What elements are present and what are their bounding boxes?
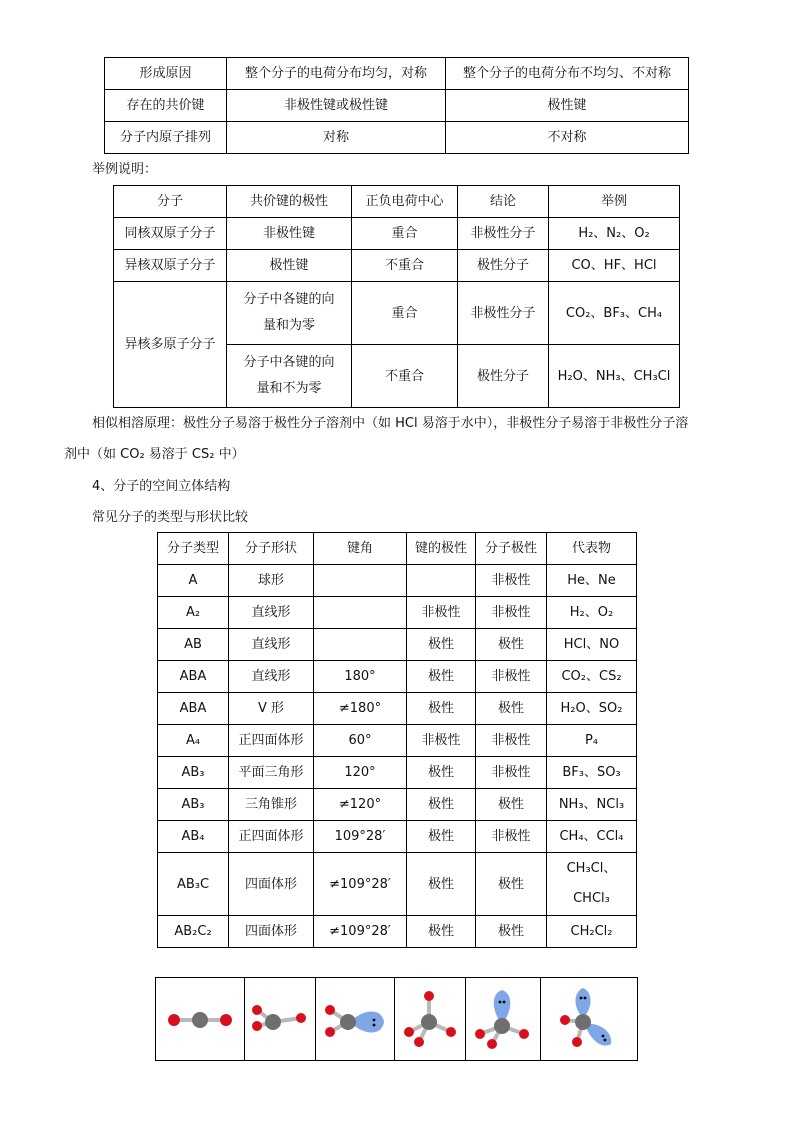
- table-cell: 正四面体形: [229, 821, 314, 853]
- table-cell: [227, 282, 352, 345]
- cell-line: 分子中各键的向: [243, 292, 335, 307]
- table-row: [158, 693, 637, 725]
- table-cell: 极性: [476, 916, 547, 948]
- table-cell: A: [158, 565, 229, 597]
- table-cell: CO₂、BF₃、CH₄: [549, 282, 680, 345]
- tetrahedral-model-icon: [395, 978, 465, 1060]
- table-cell: 同核双原子分子: [114, 218, 227, 250]
- table-cell: CO₂、CS₂: [547, 661, 637, 693]
- table-row: [158, 916, 637, 948]
- table-cell: He、Ne: [547, 565, 637, 597]
- table-cell: ABA: [158, 693, 229, 725]
- model-cell: [245, 978, 316, 1061]
- table-cell: 存在的共价键: [105, 90, 227, 122]
- table-cell: H₂O、SO₂: [547, 693, 637, 725]
- table-row: [158, 661, 637, 693]
- table-cell: CO、HF、HCl: [549, 250, 680, 282]
- table-cell: 直线形: [229, 597, 314, 629]
- table-cell: 整个分子的电荷分布均匀，对称: [227, 58, 446, 90]
- table-cell: 对称: [227, 122, 446, 154]
- header-cell: 结论: [458, 186, 549, 218]
- table-cell: 极性分子: [458, 250, 549, 282]
- table-cell: 极性: [476, 693, 547, 725]
- table-row: [156, 978, 638, 1061]
- table-row: [105, 58, 689, 90]
- table-cell: 形成原因: [105, 58, 227, 90]
- table-cell: 平面三角形: [229, 757, 314, 789]
- bent-model-icon: [245, 978, 315, 1060]
- table-cell: 60°: [314, 725, 407, 757]
- header-cell: 键的极性: [407, 533, 476, 565]
- table-cell: 分子内原子排列: [105, 122, 227, 154]
- table-cell: P₄: [547, 725, 637, 757]
- table-cell: 非极性: [407, 597, 476, 629]
- table-cell: ≠109°28′: [314, 853, 407, 916]
- table-cell: 极性: [476, 853, 547, 916]
- table-cell: 极性: [407, 661, 476, 693]
- header-cell: 举例: [549, 186, 680, 218]
- table-cell: ≠180°: [314, 693, 407, 725]
- table-cell: HCl、NO: [547, 629, 637, 661]
- table-cell: 正四面体形: [229, 725, 314, 757]
- table-cell: A₂: [158, 597, 229, 629]
- table-cell: CH₂Cl₂: [547, 916, 637, 948]
- table-header-row: [114, 186, 680, 218]
- table-cell: 四面体形: [229, 853, 314, 916]
- table-cell: 不对称: [446, 122, 689, 154]
- table-cell: CH₄、CCl₄: [547, 821, 637, 853]
- table-cell: 非极性分子: [458, 218, 549, 250]
- table-cell: 非极性键: [227, 218, 352, 250]
- table-cell: [407, 565, 476, 597]
- header-cell: 分子极性: [476, 533, 547, 565]
- table-cell: 不重合: [352, 250, 458, 282]
- tetrahedral-one-lonepair-model-icon: [466, 978, 540, 1060]
- table-cell: 非极性: [476, 725, 547, 757]
- cell-line: 量和为零: [262, 318, 315, 333]
- similar-principle-line1: 相似相溶原理：极性分子易溶于极性分子溶剂中（如 HCl 易溶于水中），非极性分子易溶于非极性分子溶: [92, 416, 689, 431]
- table-cell: 极性: [407, 693, 476, 725]
- table-cell: 极性: [407, 916, 476, 948]
- table-cell: [314, 629, 407, 661]
- table-cell: ≠109°28′: [314, 916, 407, 948]
- model-cell: [156, 978, 245, 1061]
- table-cell: 109°28′: [314, 821, 407, 853]
- model-cell: [466, 978, 541, 1061]
- table-cell: BF₃、SO₃: [547, 757, 637, 789]
- model-cell: [316, 978, 395, 1061]
- table-cell: AB: [158, 629, 229, 661]
- table-row: [158, 757, 637, 789]
- table-cell: 极性: [407, 629, 476, 661]
- section4-title: 4、分子的空间立体结构: [92, 479, 231, 494]
- table-cell: 异核双原子分子: [114, 250, 227, 282]
- table-cell: [227, 345, 352, 408]
- table-cell: 直线形: [229, 629, 314, 661]
- table-cell: AB₂C₂: [158, 916, 229, 948]
- polarity-cause-table: [104, 57, 689, 154]
- molecule-shape-table: [157, 532, 637, 948]
- table-row: [158, 565, 637, 597]
- table-row: [105, 90, 689, 122]
- table-cell: 重合: [352, 282, 458, 345]
- header-cell: 键角: [314, 533, 407, 565]
- model-cell: [395, 978, 466, 1061]
- cell-line: 量和不为零: [256, 381, 322, 396]
- header-cell: 分子: [114, 186, 227, 218]
- table-cell: 极性: [476, 629, 547, 661]
- table-row: [114, 250, 680, 282]
- table-cell: 整个分子的电荷分布不均匀、不对称: [446, 58, 689, 90]
- table-cell: H₂、O₂: [547, 597, 637, 629]
- linear-model-icon: [156, 978, 244, 1060]
- cell-line: CHCl₃: [573, 891, 610, 906]
- table-cell: 极性: [407, 789, 476, 821]
- table-cell: 极性键: [446, 90, 689, 122]
- table-cell: ≠120°: [314, 789, 407, 821]
- table-cell: [314, 597, 407, 629]
- example-heading: 举例说明：: [92, 162, 158, 177]
- table-cell: 非极性: [407, 725, 476, 757]
- table-cell: 非极性: [476, 821, 547, 853]
- table-cell: 极性: [407, 757, 476, 789]
- table-cell: A₄: [158, 725, 229, 757]
- table-cell: [314, 565, 407, 597]
- table-cell: AB₄: [158, 821, 229, 853]
- table-row: [114, 218, 680, 250]
- table-cell: 重合: [352, 218, 458, 250]
- header-cell: 分子类型: [158, 533, 229, 565]
- trigonal-lonepair-model-icon: [316, 978, 394, 1060]
- table-cell: 非极性: [476, 757, 547, 789]
- table-cell: H₂、N₂、O₂: [549, 218, 680, 250]
- table-cell: 非极性: [476, 565, 547, 597]
- table-cell: 非极性键或极性键: [227, 90, 446, 122]
- table-cell: 极性键: [227, 250, 352, 282]
- table-cell: 极性: [407, 821, 476, 853]
- table-cell: H₂O、NH₃、CH₃Cl: [549, 345, 680, 408]
- table-cell: [547, 853, 637, 916]
- table-cell: NH₃、NCl₃: [547, 789, 637, 821]
- table-cell: 120°: [314, 757, 407, 789]
- molecule-polarity-table: [113, 185, 680, 408]
- table-cell: 异核多原子分子: [114, 282, 227, 408]
- table-row: [158, 629, 637, 661]
- tetrahedral-two-lonepair-model-icon: [541, 978, 635, 1060]
- table-cell: 极性: [476, 789, 547, 821]
- table-cell: 180°: [314, 661, 407, 693]
- table-cell: 极性分子: [458, 345, 549, 408]
- header-cell: 正负电荷中心: [352, 186, 458, 218]
- table-cell: V 形: [229, 693, 314, 725]
- table-cell: 直线形: [229, 661, 314, 693]
- table-cell: 非极性: [476, 661, 547, 693]
- model-cell: [541, 978, 638, 1061]
- table-row: [158, 597, 637, 629]
- table-cell: 非极性: [476, 597, 547, 629]
- table-cell: ABA: [158, 661, 229, 693]
- table-row: [105, 122, 689, 154]
- table-row: [114, 282, 680, 345]
- header-cell: 代表物: [547, 533, 637, 565]
- table-row: [158, 853, 637, 916]
- header-cell: 共价键的极性: [227, 186, 352, 218]
- header-cell: 分子形状: [229, 533, 314, 565]
- table-cell: 非极性分子: [458, 282, 549, 345]
- cell-line: CH₃Cl、: [566, 861, 617, 876]
- table-cell: 不重合: [352, 345, 458, 408]
- table-row: [158, 789, 637, 821]
- table-cell: AB₃C: [158, 853, 229, 916]
- molecule-models-table: [155, 977, 638, 1061]
- table-cell: 极性: [407, 853, 476, 916]
- table-cell: AB₃: [158, 757, 229, 789]
- similar-principle-line2: 剂中（如 CO₂ 易溶于 CS₂ 中）: [64, 447, 245, 462]
- table-cell: 四面体形: [229, 916, 314, 948]
- table-row: [158, 821, 637, 853]
- compare-heading: 常见分子的类型与形状比较: [92, 510, 249, 525]
- table-cell: 球形: [229, 565, 314, 597]
- cell-line: 分子中各键的向: [243, 355, 335, 370]
- table-cell: 三角锥形: [229, 789, 314, 821]
- table-header-row: [158, 533, 637, 565]
- table-cell: AB₃: [158, 789, 229, 821]
- table-row: [158, 725, 637, 757]
